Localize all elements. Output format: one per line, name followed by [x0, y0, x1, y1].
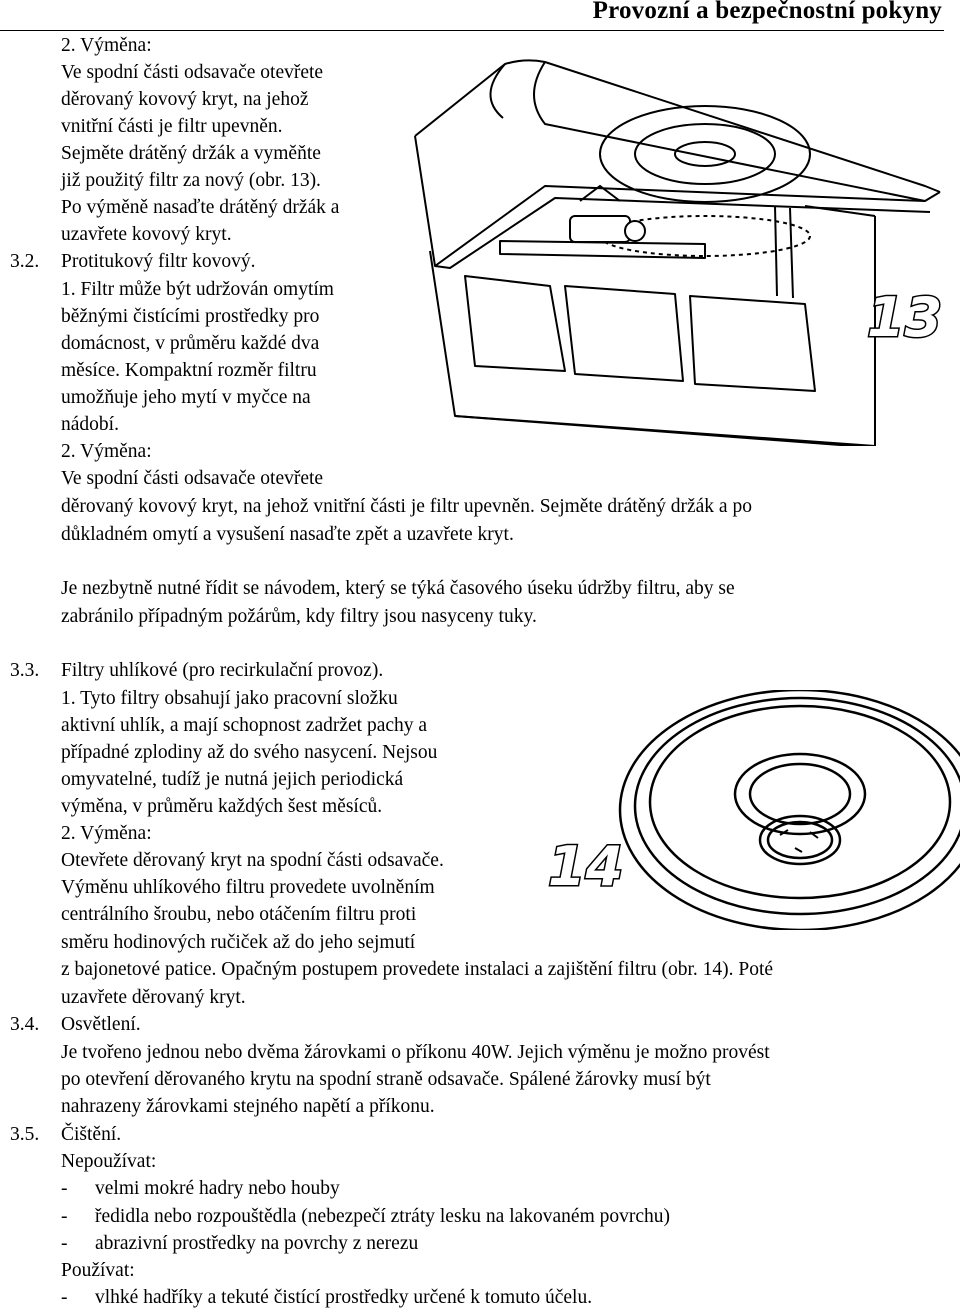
list-item: ředidla nebo rozpouštědla (nebezpečí ztráty lesku na lakovaném povrchu): [95, 1206, 671, 1227]
text-line: nádobí.: [61, 414, 119, 435]
text-line: Sejměte drátěný držák a vyměňte: [61, 143, 321, 164]
text-line: z bajonetové patice. Opačným postupem provedete instalaci a zajištění filtru (obr. 14). Poté: [61, 959, 774, 980]
section-number: 3.5.: [10, 1124, 40, 1145]
text-line: Výměnu uhlíkového filtru provedete uvolněním: [61, 877, 435, 898]
section-heading: Protitukový filtr kovový.: [61, 251, 256, 272]
figure-14-label: 14: [548, 835, 624, 898]
section-number: 3.4.: [10, 1014, 40, 1035]
text-line: omyvatelné, tudíž je nutná jejich periodická: [61, 769, 404, 790]
section-heading: Čištění.: [61, 1124, 122, 1145]
list-bullet: -: [61, 1287, 68, 1308]
text-line: děrovaný kovový kryt, na jehož: [61, 89, 309, 110]
text-line: zabránilo případným požárům, kdy filtry jsou nasyceny tuky.: [61, 606, 537, 627]
text-line: směru hodinových ručiček až do jeho sejmutí: [61, 932, 416, 953]
text-line: umožňuje jeho mytí v myčce na: [61, 387, 311, 408]
page-title: Provozní a bezpečnostní pokyny: [592, 0, 942, 24]
text-line: děrovaný kovový kryt, na jehož vnitřní části je filtr upevněn. Sejměte drátěný držák a po: [61, 496, 752, 517]
list-item: abrazivní prostředky na povrchy z nerezu: [95, 1233, 419, 1254]
text-line: domácnost, v průměru každé dva: [61, 333, 320, 354]
section-number: 3.3.: [10, 660, 40, 681]
text-line: Ve spodní části odsavače otevřete: [61, 62, 324, 83]
text-line: nahrazeny žárovkami stejného napětí a příkonu.: [61, 1096, 435, 1117]
text-line: uzavřete kovový kryt.: [61, 224, 232, 245]
text-line: 1. Filtr může být udržován omytím: [61, 279, 334, 300]
text-line: Otevřete děrovaný kryt na spodní části odsavače.: [61, 850, 444, 871]
do-label: Používat:: [61, 1260, 135, 1281]
page-header: [0, 0, 944, 31]
text-line: 2. Výměna:: [61, 441, 152, 462]
text-line: uzavřete děrovaný kryt.: [61, 987, 246, 1008]
list-bullet: -: [61, 1233, 68, 1254]
text-line: Je nezbytně nutné řídit se návodem, který se týká časového úseku údržby filtru, aby se: [61, 578, 735, 599]
text-line: výměna, v průměru každých šest měsíců.: [61, 796, 383, 817]
text-line: běžnými čistícími prostředky pro: [61, 306, 320, 327]
text-line: 2. Výměna:: [61, 35, 152, 56]
section-heading: Filtry uhlíkové (pro recirkulační provoz).: [61, 660, 384, 681]
text-line: vnitřní části je filtr upevněn.: [61, 116, 283, 137]
figure-13-label: 13: [867, 286, 943, 349]
text-line: Ve spodní části odsavače otevřete: [61, 468, 324, 489]
text-line: důkladném omytí a vysušení nasaďte zpět a uzavřete kryt.: [61, 524, 514, 545]
text-line: aktivní uhlík, a mají schopnost zadržet pachy a: [61, 715, 428, 736]
text-line: 2. Výměna:: [61, 823, 152, 844]
dont-label: Nepoužívat:: [61, 1151, 157, 1172]
text-line: Je tvořeno jednou nebo dvěma žárovkami o příkonu 40W. Jejich výměnu je možno provést: [61, 1042, 770, 1063]
section-heading: Osvětlení.: [61, 1014, 141, 1035]
figure-14-carbon-filter-illustration: [540, 690, 960, 930]
list-item: velmi mokré hadry nebo houby: [95, 1178, 340, 1199]
text-line: Po výměně nasaďte drátěný držák a: [61, 197, 340, 218]
text-line: po otevření děrovaného krytu na spodní straně odsavače. Spálené žárovky musí být: [61, 1069, 711, 1090]
text-line: již použitý filtr za nový (obr. 13).: [61, 170, 321, 191]
text-line: 1. Tyto filtry obsahují jako pracovní složku: [61, 688, 398, 709]
list-item: vlhké hadříky a tekuté čistící prostředky určené k tomuto účelu.: [95, 1287, 593, 1308]
section-number: 3.2.: [10, 251, 40, 272]
figure-13-hood-illustration: [405, 36, 960, 446]
list-bullet: -: [61, 1206, 68, 1227]
text-line: případné zplodiny až do svého nasycení. Nejsou: [61, 742, 438, 763]
text-line: centrálního šroubu, nebo otáčením filtru proti: [61, 904, 417, 925]
list-bullet: -: [61, 1178, 68, 1199]
text-line: měsíce. Kompaktní rozměr filtru: [61, 360, 317, 381]
